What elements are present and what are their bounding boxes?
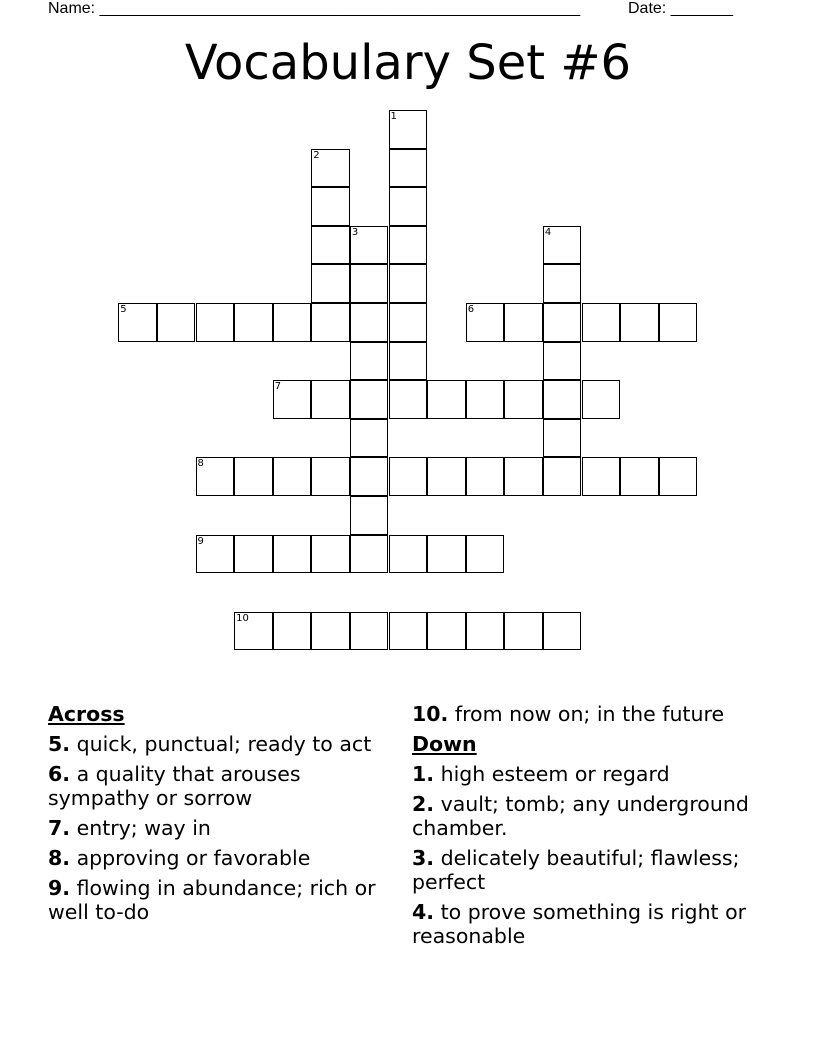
crossword-cell[interactable] bbox=[389, 535, 428, 574]
crossword-cell[interactable] bbox=[427, 457, 466, 496]
clue-number: 5. bbox=[48, 732, 71, 756]
crossword-cell[interactable] bbox=[350, 419, 389, 458]
crossword-cell[interactable] bbox=[311, 226, 350, 265]
clue-text: high esteem or regard bbox=[440, 762, 670, 786]
crossword-cell[interactable] bbox=[543, 612, 582, 651]
crossword-cell[interactable] bbox=[504, 457, 543, 496]
clue-across-7 bbox=[48, 816, 388, 840]
clue-number: 1. bbox=[412, 762, 435, 786]
crossword-cell[interactable] bbox=[543, 264, 582, 303]
crossword-cell[interactable] bbox=[389, 457, 428, 496]
crossword-cell[interactable] bbox=[389, 612, 428, 651]
crossword-cell[interactable] bbox=[273, 535, 312, 574]
crossword-cell[interactable] bbox=[273, 380, 312, 419]
crossword-cell[interactable] bbox=[350, 457, 389, 496]
clue-text: a quality that arouses sympathy or sorrow bbox=[48, 762, 301, 810]
crossword-cell[interactable] bbox=[118, 303, 157, 342]
crossword-cell[interactable] bbox=[350, 612, 389, 651]
crossword-cell[interactable] bbox=[389, 303, 428, 342]
down-heading: Down bbox=[412, 732, 477, 756]
clue-across-9 bbox=[48, 876, 388, 924]
crossword-cell[interactable] bbox=[389, 110, 428, 149]
cell-number: 1 bbox=[390, 111, 397, 122]
crossword-cell[interactable] bbox=[504, 380, 543, 419]
crossword-cell[interactable] bbox=[234, 457, 273, 496]
crossword-cell[interactable] bbox=[234, 303, 273, 342]
crossword-cell[interactable] bbox=[273, 612, 312, 651]
crossword-cell[interactable] bbox=[350, 496, 389, 535]
crossword-cell[interactable] bbox=[311, 535, 350, 574]
clue-down-4 bbox=[412, 900, 772, 948]
crossword-cell[interactable] bbox=[196, 535, 235, 574]
crossword-cell[interactable] bbox=[157, 303, 196, 342]
date-field-label: Date: _______ bbox=[628, 0, 733, 17]
clue-text: to prove something is right or reasonable bbox=[412, 900, 747, 948]
clue-number: 7. bbox=[48, 816, 71, 840]
crossword-cell[interactable] bbox=[389, 342, 428, 381]
cell-number: 9 bbox=[197, 535, 204, 547]
crossword-cell[interactable] bbox=[311, 264, 350, 303]
crossword-cell[interactable] bbox=[582, 303, 621, 342]
crossword-cell[interactable] bbox=[196, 303, 235, 342]
clue-number: 6. bbox=[48, 762, 71, 786]
crossword-cell[interactable] bbox=[543, 303, 582, 342]
page-title: Vocabulary Set #6 bbox=[184, 35, 632, 91]
crossword-cell[interactable] bbox=[582, 380, 621, 419]
crossword-cell[interactable] bbox=[311, 380, 350, 419]
crossword-cell[interactable] bbox=[543, 457, 582, 496]
crossword-cell[interactable] bbox=[389, 187, 428, 226]
crossword-cell[interactable] bbox=[582, 457, 621, 496]
crossword-cell[interactable] bbox=[543, 226, 582, 265]
clue-text: from now on; in the future bbox=[454, 702, 725, 726]
clues-column-right bbox=[412, 702, 772, 954]
crossword-cell[interactable] bbox=[466, 457, 505, 496]
crossword-cell[interactable] bbox=[389, 264, 428, 303]
crossword-cell[interactable] bbox=[427, 535, 466, 574]
cell-number: 6 bbox=[467, 304, 475, 315]
crossword-cell[interactable] bbox=[620, 303, 659, 342]
cell-number: 4 bbox=[544, 226, 552, 238]
crossword-cell[interactable] bbox=[311, 457, 350, 496]
clue-number: 9. bbox=[48, 876, 71, 900]
crossword-cell[interactable] bbox=[273, 303, 312, 342]
clue-number: 10. bbox=[412, 702, 449, 726]
clue-number: 4. bbox=[412, 900, 435, 924]
crossword-cell[interactable] bbox=[466, 612, 505, 651]
clue-text: delicately beautiful; flawless; perfect bbox=[412, 846, 740, 894]
cell-number: 2 bbox=[313, 149, 320, 161]
clue-down-1 bbox=[412, 762, 772, 786]
clue-down-2 bbox=[412, 792, 772, 840]
crossword-cell[interactable] bbox=[350, 535, 389, 574]
clue-text: entry; way in bbox=[76, 816, 211, 840]
crossword-cell[interactable] bbox=[659, 457, 698, 496]
crossword-cell[interactable] bbox=[311, 303, 350, 342]
clue-across-6 bbox=[48, 762, 388, 810]
crossword-cell[interactable] bbox=[350, 264, 389, 303]
crossword-cell[interactable] bbox=[543, 342, 582, 381]
clue-across-5 bbox=[48, 732, 388, 756]
crossword-cell[interactable] bbox=[350, 342, 389, 381]
cell-number: 8 bbox=[197, 458, 204, 470]
crossword-cell[interactable] bbox=[543, 419, 582, 458]
crossword-cell[interactable] bbox=[504, 303, 543, 342]
clue-number: 2. bbox=[412, 792, 435, 816]
clue-down-3 bbox=[412, 846, 772, 894]
clue-text: quick, punctual; ready to act bbox=[76, 732, 372, 756]
crossword-cell[interactable] bbox=[504, 612, 543, 651]
crossword-cell[interactable] bbox=[350, 303, 389, 342]
cell-number: 10 bbox=[236, 612, 249, 624]
crossword-cell[interactable] bbox=[234, 612, 273, 651]
cell-number: 7 bbox=[274, 381, 282, 393]
crossword-cell[interactable] bbox=[389, 380, 428, 419]
crossword-cell[interactable] bbox=[273, 457, 312, 496]
crossword-cell[interactable] bbox=[466, 303, 505, 342]
crossword-cell[interactable] bbox=[620, 457, 659, 496]
clue-across-10 bbox=[412, 702, 772, 726]
crossword-cell[interactable] bbox=[659, 303, 698, 342]
name-field-label: Name: ______________________________________________________ bbox=[48, 0, 581, 17]
clue-text: flowing in abundance; rich or well to-do bbox=[48, 876, 376, 924]
crossword-cell[interactable] bbox=[389, 226, 428, 265]
crossword-cell[interactable] bbox=[311, 187, 350, 226]
cell-number: 3 bbox=[351, 226, 359, 238]
crossword-cell[interactable] bbox=[427, 612, 466, 651]
clues-column-left bbox=[48, 702, 388, 930]
cell-number: 5 bbox=[120, 304, 127, 315]
clue-text: vault; tomb; any underground chamber. bbox=[412, 792, 749, 840]
crossword-cell[interactable] bbox=[234, 535, 273, 574]
clue-across-8 bbox=[48, 846, 388, 870]
clue-number: 3. bbox=[412, 846, 435, 870]
crossword-cell[interactable] bbox=[543, 380, 582, 419]
clue-number: 8. bbox=[48, 846, 71, 870]
across-heading: Across bbox=[48, 702, 125, 726]
crossword-cell[interactable] bbox=[311, 612, 350, 651]
crossword-cell[interactable] bbox=[466, 535, 505, 574]
crossword-cell[interactable] bbox=[427, 380, 466, 419]
clue-text: approving or favorable bbox=[76, 846, 311, 870]
crossword-cell[interactable] bbox=[350, 226, 389, 265]
crossword-cell[interactable] bbox=[196, 457, 235, 496]
crossword-cell[interactable] bbox=[350, 380, 389, 419]
crossword-cell[interactable] bbox=[389, 149, 428, 188]
crossword-cell[interactable] bbox=[466, 380, 505, 419]
crossword-cell[interactable] bbox=[311, 149, 350, 188]
